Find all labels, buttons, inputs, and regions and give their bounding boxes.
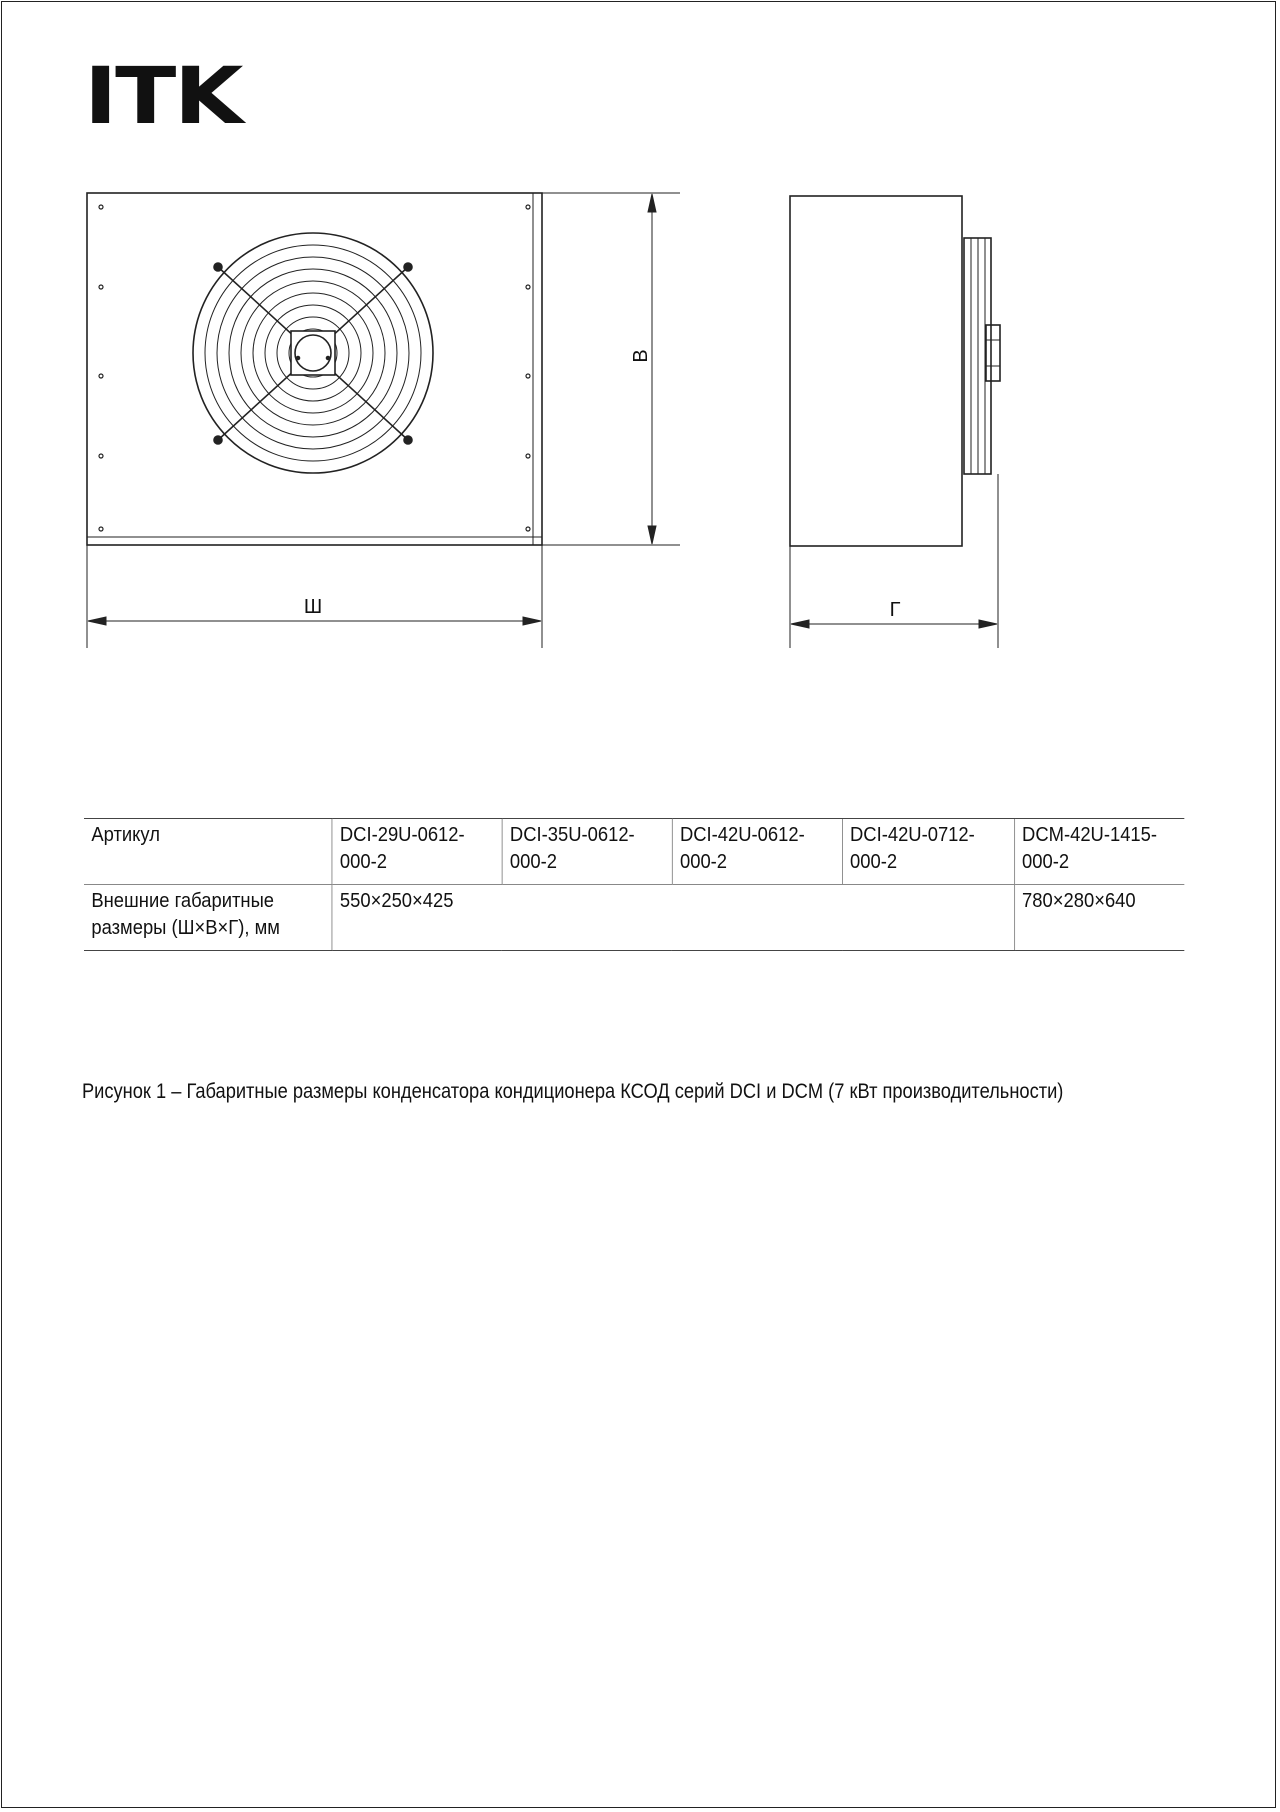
width-label: Ш — [303, 596, 323, 618]
side-view-body — [790, 196, 962, 546]
dimensions-table — [84, 818, 1184, 951]
itk-logo: ITK — [84, 52, 242, 142]
depth-label: Г — [889, 599, 901, 621]
technical-drawing — [0, 0, 1280, 700]
dims-value-cell: 550×250×425 — [332, 885, 1014, 951]
height-dimension — [542, 193, 680, 545]
figure-caption: Рисунок 1 – Габаритные размеры конденсатора кондиционера КСОД серий DCI и DCM (7 кВт производительности) — [82, 1080, 1064, 1103]
table-row — [84, 819, 1184, 885]
height-label: В — [630, 349, 652, 363]
article-cell: DCM-42U-1415-000-2 — [1014, 819, 1184, 885]
article-cell: DCI-35U-0612-000-2 — [502, 819, 672, 885]
article-header-cell: Артикул — [84, 819, 332, 885]
article-cell: DCI-42U-0612-000-2 — [672, 819, 842, 885]
depth-dimension — [790, 474, 998, 648]
dims-header-cell: Внешние габаритные размеры (Ш×В×Г), мм — [84, 885, 332, 951]
table-row — [84, 885, 1184, 951]
dims-value-cell: 780×280×640 — [1014, 885, 1184, 951]
side-view-fan — [964, 238, 1000, 474]
article-cell: DCI-29U-0612-000-2 — [332, 819, 502, 885]
fan-guard — [193, 233, 433, 473]
article-cell: DCI-42U-0712-000-2 — [842, 819, 1014, 885]
